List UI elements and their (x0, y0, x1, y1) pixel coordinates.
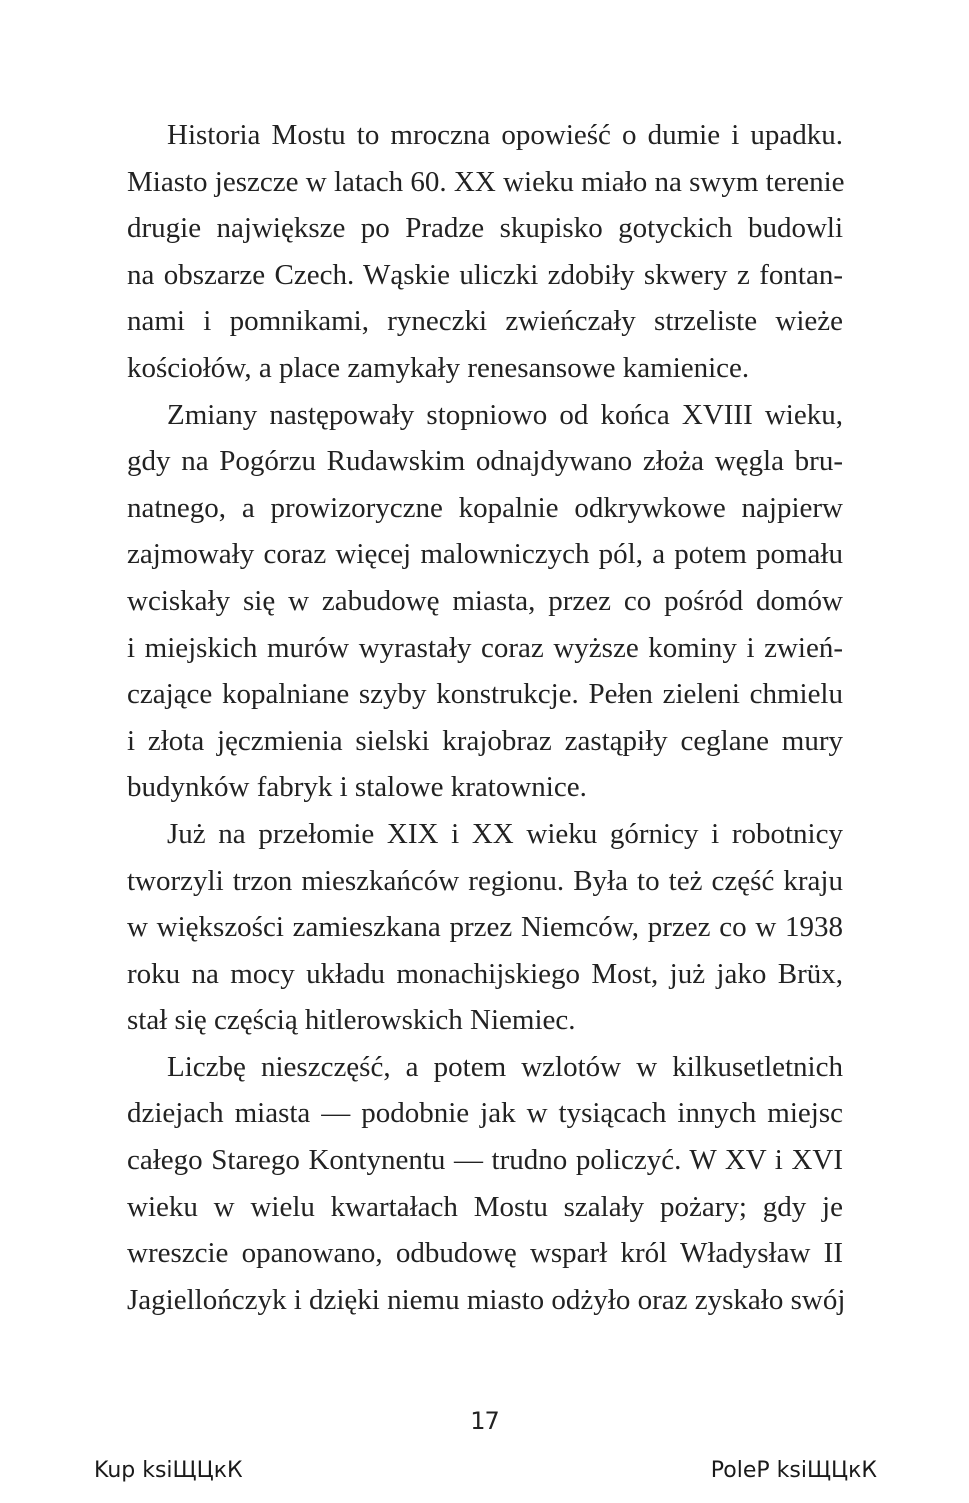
text-line: dziejach miasta — podobnie jak w tysiącach innych miejsc (127, 1097, 843, 1130)
text-line: stał się częścią hitlerowskich Niemiec. (127, 1004, 576, 1037)
text-line: gdy na Pogórzu Rudawskim odnajdywano złoża węgla bru- (127, 445, 843, 478)
text-line: i złota jęczmienia sielski krajobraz zastąpiły ceglane mury (127, 724, 843, 757)
text-line: Już na przełomie XIX i XX wieku górnicy i robotnicy (167, 817, 843, 850)
paragraph (127, 392, 843, 811)
body-text (127, 112, 846, 1323)
text-line: zajmowały coraz więcej malowniczych pól, a potem pomału (127, 538, 843, 571)
text-line: roku na mocy układu monachijskiego Most, już jako Brüx, (127, 957, 843, 990)
text-line: tworzyli trzon mieszkańców regionu. Była to też część kraju (127, 864, 843, 897)
text-line: natnego, a prowizoryczne kopalnie odkrywkowe najpierw (127, 491, 843, 524)
text-line: całego Starego Kontynentu — trudno policzyć. W XV i XVI (127, 1144, 843, 1177)
paragraph (127, 112, 843, 392)
text-line: nami i pomnikami, ryneczki zwieńczały strzeliste wieże (127, 305, 843, 338)
text-line: czające kopalniane szyby konstrukcje. Pełen zieleni chmielu (127, 678, 843, 711)
text-line: budynków fabryk i stalowe kratownice. (127, 771, 587, 804)
text-line: Historia Mostu to mroczna opowieść o dumie i upadku. (167, 119, 843, 151)
text-line: na obszarze Czech. Wąskie uliczki zdobiły skwery z fontan- (127, 258, 843, 291)
footer-buy-book-link[interactable]: Kup ksiЩЦкК (94, 1458, 243, 1483)
text-line: Liczbę nieszczęść, a potem wzlotów w kilkusetletnich (167, 1050, 843, 1083)
text-line: wieku w wielu kwartałach Mostu szalały pożary; gdy je (127, 1190, 843, 1223)
text-line: wreszcie opanowano, odbudowę wsparł król Władysław II (127, 1237, 843, 1270)
text-line: Miasto jeszcze w latach 60. XX wieku miało na swym terenie (127, 165, 845, 198)
text-line: drugie największe po Pradze skupisko gotyckich budowli (127, 212, 843, 245)
text-line: wciskały się w zabudowę miasta, przez co pośród domów (127, 584, 843, 617)
text-line: w większości zamieszkana przez Niemców, przez co w 1938 (127, 911, 843, 944)
page-number: 17 (470, 1407, 499, 1435)
text-line: kościołów, a place zamykały renesansowe kamienice. (127, 351, 750, 384)
paragraph (127, 811, 843, 1044)
paragraph (127, 1044, 846, 1324)
footer-recommend-book-link[interactable]: PoleP ksiЩЦкК (710, 1458, 877, 1483)
text-line: i miejskich murów wyrastały coraz wyższe kominy i zwień- (127, 631, 843, 664)
text-line: Jagiellończyk i dzięki niemu miasto odżyło oraz zyskało swój (127, 1283, 846, 1316)
text-line: Zmiany następowały stopniowo od końca XVIII wieku, (167, 398, 843, 431)
